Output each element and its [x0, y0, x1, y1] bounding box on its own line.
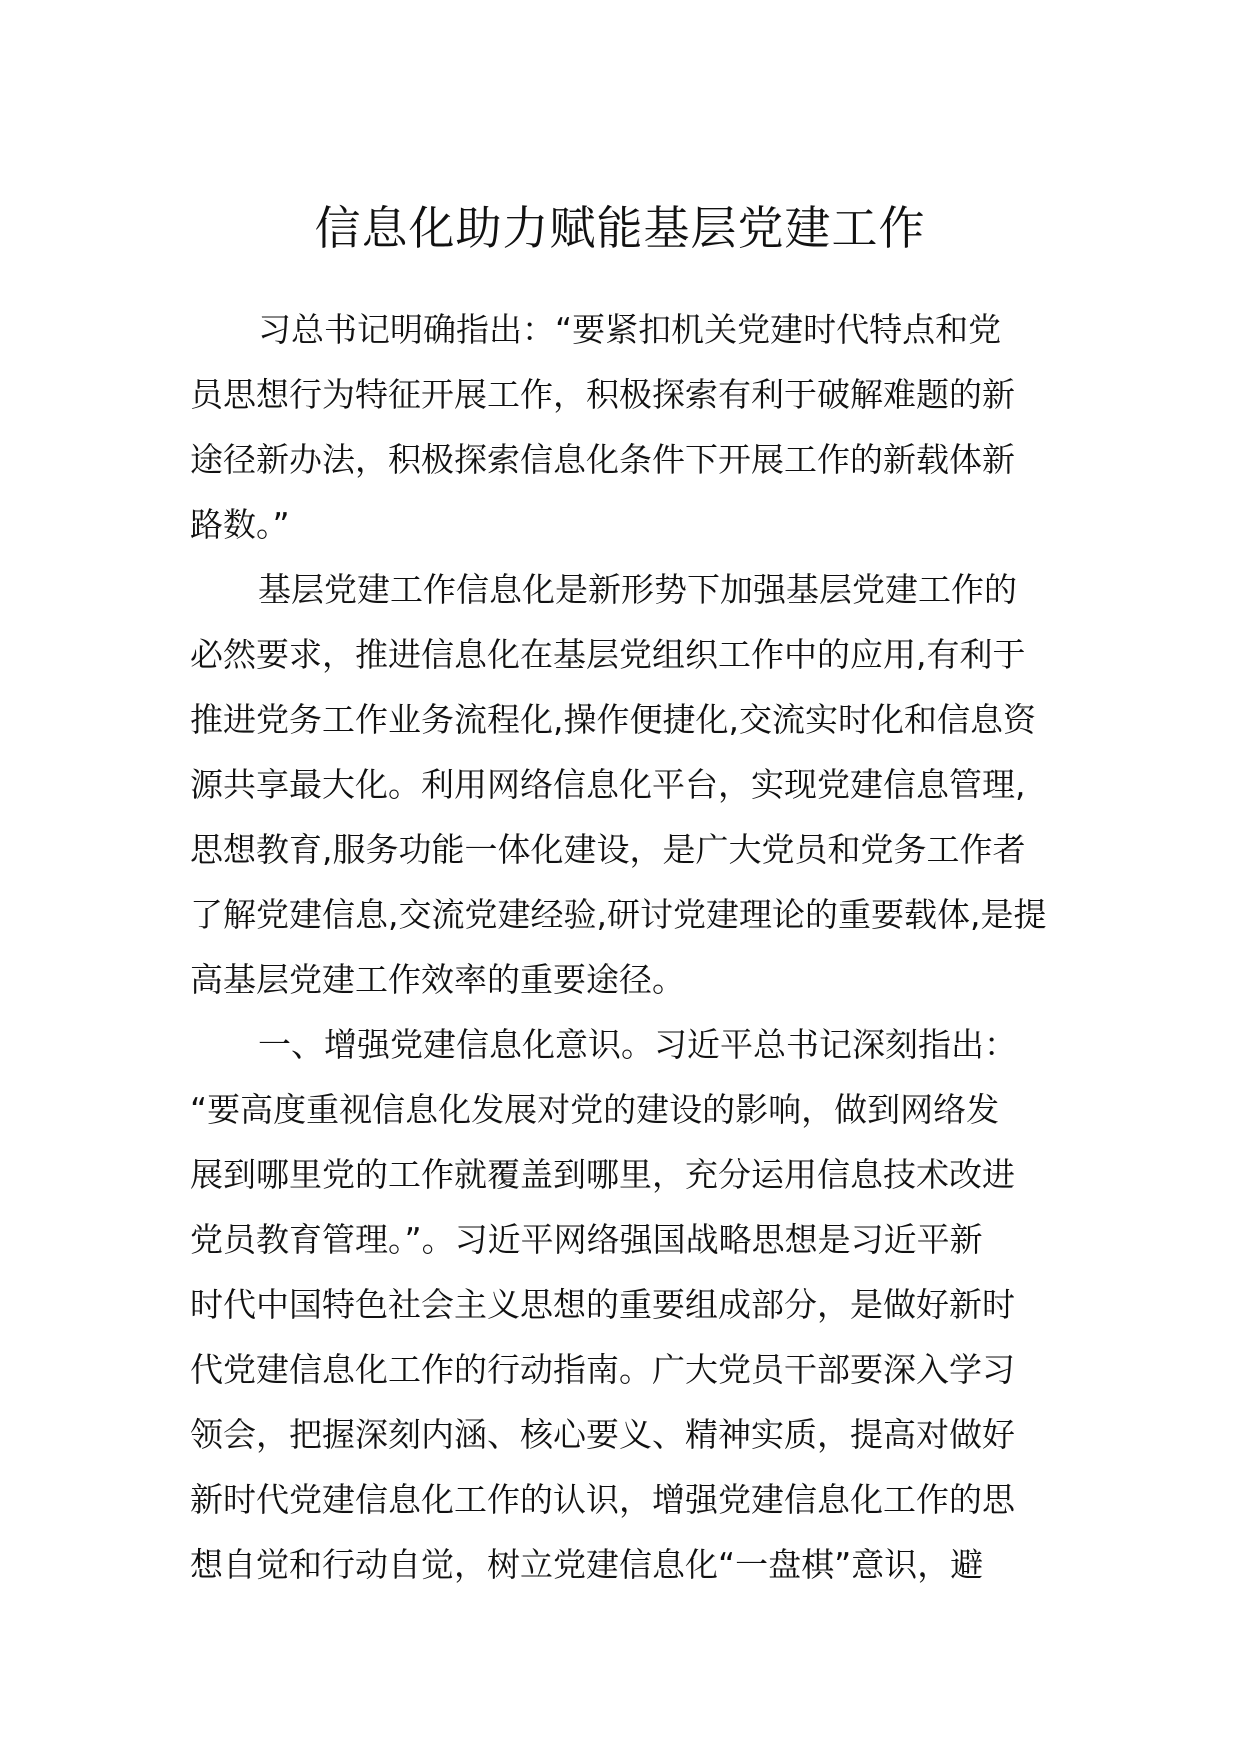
text-line: 想自觉和行动自觉，树立党建信息化“一盘棋”意识，避: [190, 1545, 984, 1584]
paragraph-2: [190, 557, 1060, 1012]
text-line: 基层党建工作信息化是新形势下加强基层党建工作的: [258, 570, 1017, 609]
text-line: 新时代党建信息化工作的认识，增强党建信息化工作的思: [190, 1480, 1015, 1519]
text-line: “要高度重视信息化发展对党的建设的影响，做到网络发: [190, 1090, 1000, 1129]
text-line: 时代中国特色社会主义思想的重要组成部分，是做好新时: [190, 1285, 1015, 1324]
text-line: 展到哪里党的工作就覆盖到哪里，充分运用信息技术改进: [190, 1155, 1015, 1194]
text-line: 员思想行为特征开展工作，积极探索有利于破解难题的新: [190, 375, 1015, 414]
text-line: 高基层党建工作效率的重要途径。: [190, 960, 685, 999]
text-line: 推进党务工作业务流程化,操作便捷化,交流实时化和信息资: [190, 700, 1036, 739]
text-line: 路数。”: [190, 505, 290, 544]
text-line: 习总书记明确指出：“要紧扣机关党建时代特点和党: [258, 310, 1002, 349]
document-title: 信息化助力赋能基层党建工作: [314, 201, 926, 255]
text-line: 必然要求，推进信息化在基层党组织工作中的应用,有利于: [190, 635, 1026, 674]
text-line: 源共享最大化。利用网络信息化平台，实现党建信息管理,: [190, 765, 1026, 804]
document-body: [190, 297, 1060, 1597]
text-line: 一、增强党建信息化意识。习近平总书记深刻指出：: [258, 1025, 1017, 1064]
text-line: 代党建信息化工作的行动指南。广大党员干部要深入学习: [190, 1350, 1015, 1389]
text-line: 思想教育,服务功能一体化建设，是广大党员和党务工作者: [190, 830, 1026, 869]
paragraph-3: [190, 1012, 1060, 1597]
paragraph-1: [190, 297, 1060, 557]
text-line: 领会，把握深刻内涵、核心要义、精神实质，提高对做好: [190, 1415, 1015, 1454]
text-line: 党员教育管理。”。习近平网络强国战略思想是习近平新: [190, 1220, 983, 1259]
text-line: 了解党建信息,交流党建经验,研讨党建理论的重要载体,是提: [190, 895, 1047, 934]
text-line: 途径新办法，积极探索信息化条件下开展工作的新载体新: [190, 440, 1015, 479]
